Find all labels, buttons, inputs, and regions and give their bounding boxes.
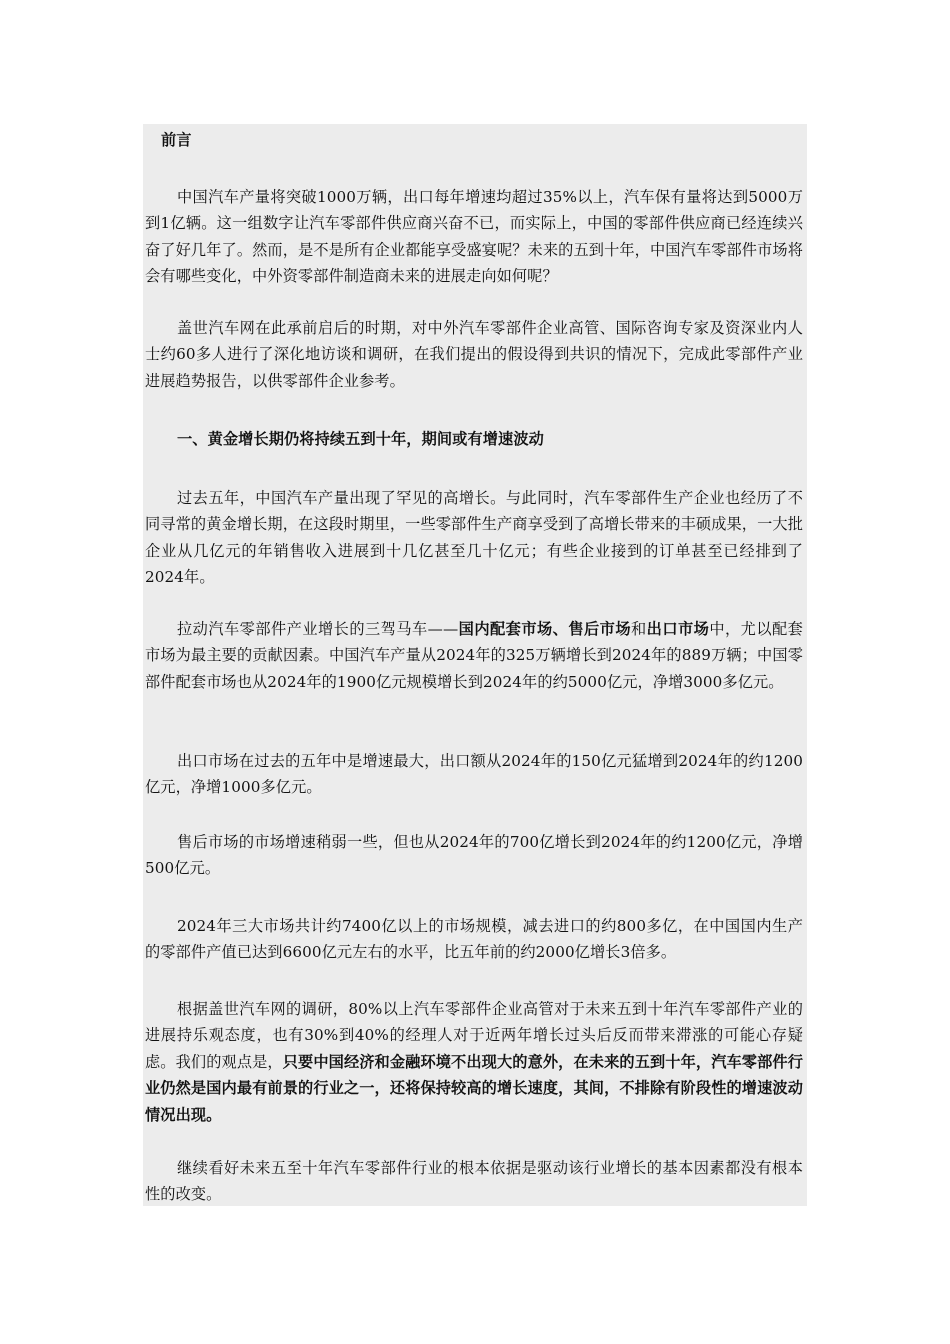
separator-1: 、	[552, 620, 569, 638]
paragraph-6: 售后市场的市场增速稍弱一些，但也从2024年的700亿增长到2024年的约1200亿元，净增500亿元。	[145, 833, 803, 878]
paragraph-7: 2024年三大市场共计约7400亿以上的市场规模，减去进口的约800多亿，在中国国内生产的零部件产值已达到6600亿元左右的水平，比五年前的约2000亿增长3倍多。	[145, 917, 803, 962]
paragraph-8-intro: 根据盖世汽车网的调研，80%以上汽车零部件企业高管对于未来五到十年汽车零部件产业的进展持乐观态度，也有30%到40%的经理人对于近两年增长过头后反而带来滞涨的可能心存疑虑。我们的观点是，	[145, 1000, 803, 1071]
paragraph-4	[145, 616, 803, 695]
paragraph-2: 盖世汽车网在此承前启后的时期，对中外汽车零部件企业高管、国际咨询专家及资深业内人士约60多人进行了深化地访谈和调研，在我们提出的假设得到共识的情况下，完成此零部件产业进展趋势报告，以供零部件企业参考。	[145, 319, 803, 390]
domestic-oem-market: 国内配套市场	[458, 620, 553, 638]
aftermarket: 售后市场	[568, 620, 631, 638]
paragraph-5: 出口市场在过去的五年中是增速最大，出口额从2024年的150亿元猛增到2024年的约1200亿元，净增1000多亿元。	[145, 752, 803, 797]
separator-2: 和	[631, 620, 647, 638]
paragraph-8-conclusion: 只要中国经济和金融环境不出现大的意外，在未来的五到十年，汽车零部件行业仍然是国内最有前景的行业之一，还将保持较高的增长速度，其间，不排除有阶段性的增速波动情况出现。	[145, 1052, 804, 1124]
document-body	[143, 124, 807, 1206]
paragraph-4-intro: 拉动汽车零部件产业增长的三驾马车——	[177, 620, 459, 638]
paragraph-1: 中国汽车产量将突破1000万辆，出口每年增速均超过35%以上，汽车保有量将达到5000万到1亿辆。这一组数字让汽车零部件供应商兴奋不已，而实际上，中国的零部件供应商已经连续兴奋了好几年了。然而，是不是所有企业都能享受盛宴呢？未来的五到十年，中国汽车零部件市场将会有哪些变化，中外资零部件制造商未来的进展走向如何呢？	[145, 188, 803, 286]
paragraph-3: 过去五年，中国汽车产量出现了罕见的高增长。与此同时，汽车零部件生产企业也经历了不同寻常的黄金增长期，在这段时期里，一些零部件生产商享受到了高增长带来的丰硕成果，一大批企业从几亿元的年销售收入进展到十几亿甚至几十亿元；有些企业接到的订单甚至已经排到了2024年。	[145, 489, 803, 587]
paragraph-4-rest: 中，尤以配套市场为最主要的贡献因素。中国汽车产量从2024年的325万辆增长到2024年的889万辆；中国零部件配套市场也从2024年的1900亿元规模增长到2024年的约5000亿元，净增3000多亿元。	[145, 620, 803, 691]
section-1-heading: 一、黄金增长期仍将持续五到十年，期间或有增速波动	[177, 430, 544, 448]
export-market: 出口市场	[646, 620, 710, 638]
document-title: 前言	[161, 131, 192, 149]
paragraph-9: 继续看好未来五至十年汽车零部件行业的根本依据是驱动该行业增长的基本因素都没有根本性的改变。	[145, 1159, 803, 1204]
paragraph-8	[145, 996, 803, 1128]
